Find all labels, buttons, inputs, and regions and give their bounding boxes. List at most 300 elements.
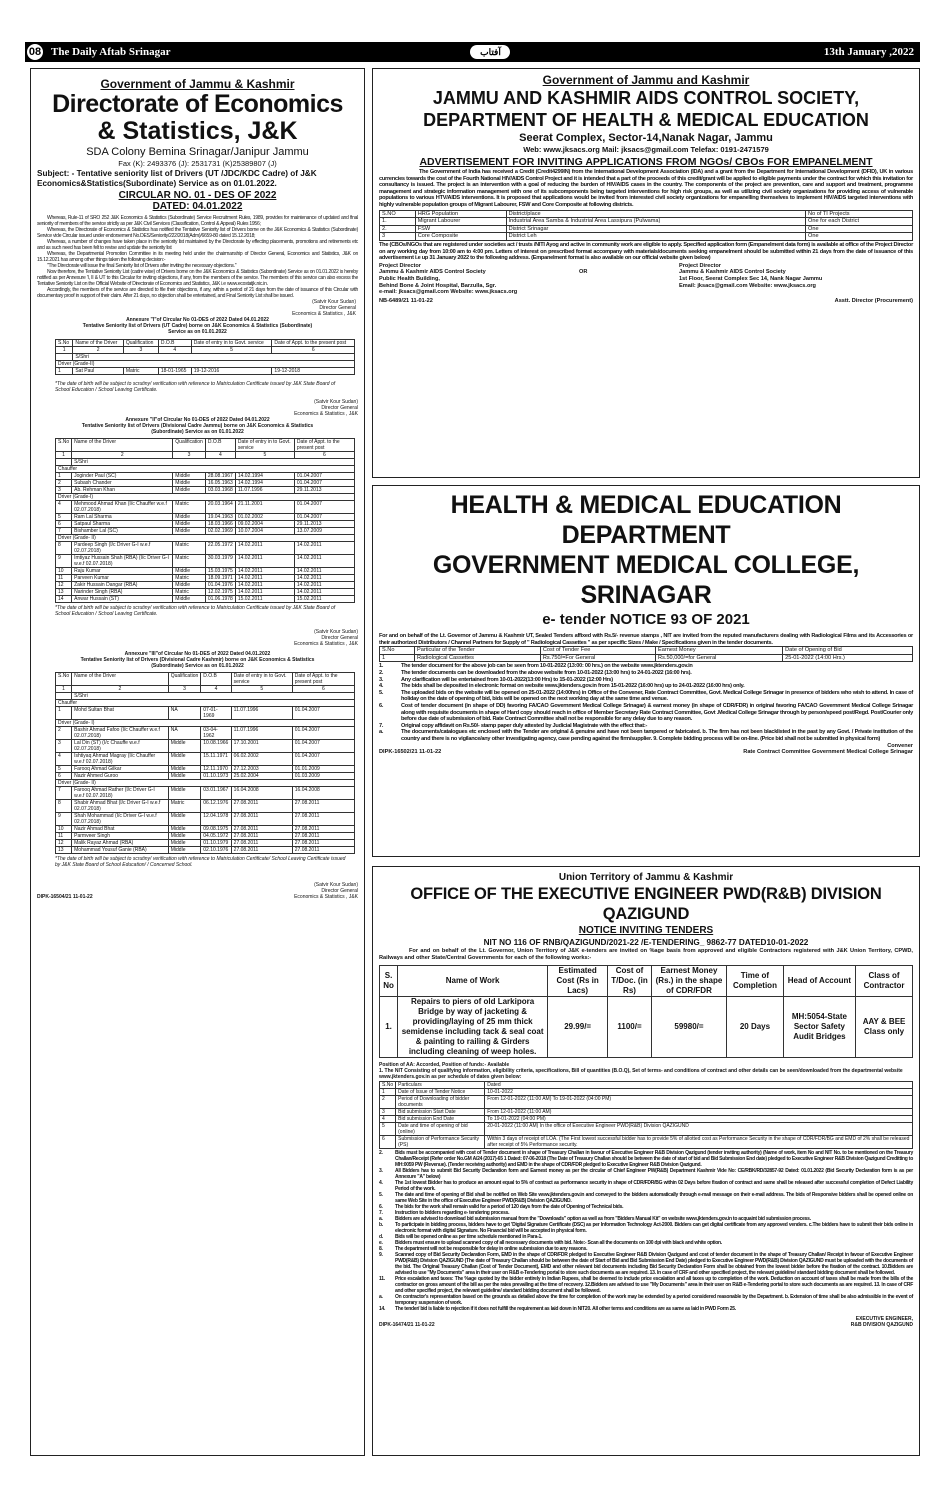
- aids-body2: The (CBOs/NGOs that are registered under societies act / trusts /NITI Ayog and active in community work are eligible to apply. Specified application form (Empanelment data form) is available at office of the Project Director on any working day from 10:00 am to 4:00 pm. Letters of interest on prescribed format accompany with materials/documents seeking empanelment should be submitted within 21 days from the date of issuance of this advertisement i.e up 31 January 2022 to the following address. (Empanelment format is also available on our official website given below): [379, 241, 913, 262]
- ann3-cell: 15.11.1971: [201, 753, 231, 766]
- issue-date: 13th January ,2022: [823, 46, 914, 58]
- ann2-cell: Matric: [173, 589, 206, 596]
- pwd-dates-cell: Bid submission End Date: [396, 1116, 485, 1123]
- gmc-item-text: The tender document for the above job can be seen from 10-01-2022 (13:00: 00 hrs.) on the website www.jktenders.gov.in: [401, 663, 693, 670]
- ann3-cell: 02.10.1976: [201, 847, 231, 854]
- ann2-cell: 09.02.2004: [235, 521, 294, 528]
- des-para-7: Accordingly, the members of the service are directed to file their objections, if any, within a period of 21 days from the date of issuance of this Circular with documentary proof in support of their claim. After 21 days, no objection shall be entertained, and Final Seniority List shall be issued.: [37, 287, 358, 299]
- ann2-cell: 2: [56, 480, 72, 487]
- ann3-cell: 3: [56, 740, 72, 753]
- ann3-cell: 27.08.2011: [292, 840, 354, 847]
- ann3-cell: Ishtiyaq Ahmad Magray (I/c Chauffer w.e.f 02.07.2018): [72, 753, 169, 766]
- pwd-dates-cell: 20-01-2022 (11:00 AM) In the office of Executive Engineer PWD(R&B) Division QAZIGUND: [485, 1123, 913, 1136]
- pwd-header-cell: Time of Completion: [727, 966, 784, 997]
- des-sign4-dept: Economics & Statistics , J&K: [294, 894, 358, 900]
- list-item: [379, 1192, 913, 1204]
- pwd-dates-header-cell: Dated: [485, 1082, 913, 1089]
- ann2-cell: Middle: [173, 582, 206, 589]
- gmc-item-text: The uploaded bids on the website will be opened on 25-01-2022 (14:00hrs) in Office of the Convener, Rate Contract Committee, Govt. Medical College Srinagar in presence of bidders who wish to attend. In case of holiday on the date of opening of bid, bids will be opened on the next working day at the same time and venue.: [401, 689, 913, 703]
- table-row: [380, 1136, 913, 1149]
- gmc-item-num: 1.: [379, 663, 384, 670]
- pwd-item-text: On contractor's representation based on the grounds as detailed above the time for completion of the work may be extended by a period considered reasonable by the Department. b. Extension of time shall be also admissible in the event of temporary suspension of work.: [395, 1294, 913, 1307]
- table-row: [380, 1123, 913, 1136]
- pwd-item-num: 9.: [379, 1252, 383, 1259]
- ann1-header-cell: Name of the Driver: [73, 340, 124, 347]
- ann2-cell: 13.07.2009: [294, 528, 354, 535]
- ann3-cell: Middle: [168, 847, 201, 854]
- ann3-cell: 13: [56, 847, 72, 854]
- pwd-nit-no: NIT NO 116 OF RNB/QAZIGUND/2021-22 /E-TENDERING_ 9862-77 DATED10-01-2022: [483, 938, 809, 947]
- ann3-cell: 03-04-1962: [201, 727, 231, 740]
- ann2-cell: 15.02.2011: [235, 596, 294, 603]
- aids-addr-left-2: Behind Bone & Joint Hospital, Barzulla, Sgr.: [379, 282, 497, 289]
- group-row: [56, 494, 355, 501]
- table-row: [380, 1096, 913, 1109]
- aids-body: The Government of India has received a Credit (Credit4299IN) from the International Development Association (IDA) and a grant from the Department for International Development (DFID), UK in various currencies towards the cost of the Fourth National HIV/AIDS Control Project and it is intended that a part of the proceeds of this credit/grant will be applied to eligible payments under the contract for which this invitation for consultancy is issued. The project is an intervention with a goal of reducing the burden of HIV/AIDS cases in the country. The components of the project are prevention, care and support and treatment, programme management and strategic information management with one of its subcomponents being targeted interventions for high risk groups, as well as utilizing civil society organizations for providing access of vulnerable populations to various HTV/AIDS interventions. It is proposed that applications would be invited from interested civil society organizations for empanelling themselves to implement HIV/AIDS targeted interventions with highly vulnerable population groups of Migrant Labourer, FSW and Core Composite at following districts.: [379, 169, 913, 208]
- ann3-cell: Shah Mohammad (I/c Driver G-I w.e.f 02.07.2018): [72, 813, 169, 826]
- table-row: [56, 575, 355, 582]
- des-fax: Fax (K): 2493376 (J): 2531731 (K)25389807 (J): [118, 159, 277, 168]
- ann3-group-label: Driver (Grade- I): [56, 720, 355, 727]
- ann1-cell: Matric: [123, 368, 158, 375]
- gmc-item-num: 5.: [379, 689, 384, 696]
- gmc-item-num: 3.: [379, 676, 384, 683]
- ann3-header-cell: Qualification: [168, 673, 201, 686]
- ann2-colnum-cell: 4: [205, 452, 235, 459]
- pwd-item-text: Price escalation and taxes: The %age quoted by the bidder entirely in Indian Rupees, shall be deemed to include price escalation and all taxes up to completion of the work. Deduction on account of taxes shall be made from the bills of the contractor on gross amount of the bill as per the rates prevailing at the time of recovery. 12.Bidders are advised to use "My Documents" area in their user on R&B e-Tendering portal to store such documents as are required. 13. In case of CRF and other specified project, the relevant guideline/ standard bidding document shall be followed.: [395, 1276, 913, 1295]
- ann3-colnum-cell: 1: [56, 686, 72, 693]
- aids-advertisement: [372, 68, 920, 478]
- ann2-cell: 21.11.2001: [235, 501, 294, 514]
- ann3-cell: 04.05.1972: [201, 833, 231, 840]
- ann3-cell: 01.04.2007: [292, 707, 354, 720]
- des-para-3: Whereas, a number of changes have taken place in the seniority list maintained by the Directorate by effecting placements, promotions and retirements etc and as such need has been felt to revise and update the seniority list: [37, 239, 358, 251]
- ann3-cell: 4: [56, 753, 72, 766]
- ann3-cell: 27.08.2011: [231, 813, 292, 826]
- gmc-sign: Rate Contract Committee Government Medical College Srinagar: [743, 749, 913, 756]
- gmc-item-num: a.: [379, 729, 384, 736]
- ann2-cell: 20.03.1964: [205, 501, 235, 514]
- list-item: [379, 670, 913, 677]
- table-row: [56, 707, 355, 720]
- ann3-cell: 5: [56, 766, 72, 773]
- gmc-item-text: Any clarification will be entertained from 10-01-2022(13:00 Hrs) to 15-01-2022 (12:00 Hrs): [401, 676, 613, 683]
- gmc-header-cell: S.No: [380, 647, 415, 655]
- table-row: [380, 1089, 913, 1096]
- table-row: [56, 473, 355, 480]
- aids-header-cell: S.NO: [380, 210, 416, 218]
- ann3-cell: 06.02.2002: [231, 753, 292, 766]
- des-para-4: Whereas, the Departmental Promotion Committee in its meeting held under the chairmanship of Director General, Economics and Statistics, J&K on 15.12.2021 has among other things taken the following decision:-: [37, 251, 358, 263]
- des-sign3-title: Director General: [321, 635, 358, 641]
- ann2-cell: Joginder Paul (SC): [72, 473, 173, 480]
- pwd-header-cell: Estimated Cost (Rs in Lacs): [548, 966, 608, 997]
- des-title2: & Statistics, J&K: [97, 117, 298, 145]
- ann2-cell: 13: [56, 589, 72, 596]
- aids-cell: One: [806, 233, 913, 241]
- table-row: [380, 1109, 913, 1116]
- ann3-cell: 12: [56, 840, 72, 847]
- pwd-cell: 1100/=: [608, 997, 652, 1058]
- ann3-title: Annexure "III"of Circular No 01-DES of 2022 Dated 04.01.2022: [124, 651, 271, 657]
- aids-addr-left-0: Jammu & Kashmir AIDS Control Society: [379, 269, 486, 276]
- ann3-cell: 07-01-1969: [201, 707, 231, 720]
- ann3-header-cell: S.No: [56, 673, 72, 686]
- pwd-item-text: The tender/ bid is liable to rejection if it does not fulfill the requirement as laid down in NIT20. All other terms and conditions are as same as laid in PWD Form 25.: [395, 1306, 736, 1313]
- ann3-cell: 01.03.2009: [292, 773, 354, 780]
- pwd-item-num: 5.: [379, 1192, 383, 1199]
- list-item: [379, 683, 913, 690]
- ann3-cell: Farooq Ahmad Gilkar: [72, 766, 169, 773]
- pwd-dates-cell: 6: [380, 1136, 396, 1149]
- ann2-cell: Subash Chander: [72, 480, 173, 487]
- pwd-cell: MH:5054-State Sector Safety Audit Bridges: [783, 997, 855, 1058]
- ann2-cell: Middle: [173, 487, 206, 494]
- ann2-cell: 5: [56, 514, 72, 521]
- pwd-title: OFFICE OF THE EXECUTIVE ENGINEER PWD(R&B) DIVISION QAZIGUND: [410, 885, 882, 923]
- ann3-header-cell: Name of the Driver: [72, 673, 169, 686]
- ann3-cell: 9: [56, 813, 72, 826]
- pwd-header-cell: Head of Account: [783, 966, 855, 997]
- des-para-2: Whereas, the Directorate of Economics & Statistics has notified the Tentative Seniority list of Drivers borne on the J&K Economics & Statistics (Subordinate) Service vide Circular issued under endorsement No.DES/Seniority/222/2018(Adm)/6659-80 dated 15.12.2018;: [37, 227, 358, 239]
- ann2-cell: 14: [56, 596, 72, 603]
- ann3-colnum-cell: 3: [168, 686, 201, 693]
- table-row: [56, 501, 355, 514]
- aids-addr-right-1: 1st Floor, Seerat Complex Sec 14, Nank Nagar Jammu: [679, 275, 823, 282]
- gmc-item-text: The bids shall be deposited in electronic format on website www.jktenders.gov.in from 15-01-2022 (16:00 hrs) up to 24-01-2022 (16:00 hrs) only.: [401, 683, 745, 690]
- aids-cell: District Srinagar: [506, 225, 805, 233]
- ann3-cell: 25.02.2004: [231, 773, 292, 780]
- ann3-note: *The date of birth will be subject to scrutiny/ verification with reference to Matriculation Certificate/ School Leaving Certificate issued by J&K State Board of School Education/ / Concerned School.: [55, 856, 346, 868]
- ann3-cell: 01.10.1973: [201, 773, 231, 780]
- ann2-colnum-cell: 2: [72, 452, 173, 459]
- pwd-dates-cell: 1: [380, 1089, 396, 1096]
- aids-pd-right: Project Director: [679, 262, 721, 269]
- table-row: [56, 826, 355, 833]
- ann2-cell: Bishamber Lal (SC): [72, 528, 173, 535]
- ann3-cell: 16.04.2008: [231, 787, 292, 800]
- ann2-group-label: Driver (Grade-I): [56, 494, 355, 501]
- table-row: [56, 727, 355, 740]
- table-row: [56, 480, 355, 487]
- ann1-colnum-cell: 6: [272, 347, 355, 354]
- ann3-cell: 06.12.1976: [201, 800, 231, 813]
- ann3-cell: 27.08.2011: [231, 840, 292, 847]
- ann2-cell: Middle: [173, 596, 206, 603]
- ann2-cell: Matric: [173, 575, 206, 582]
- pwd-item-num: 7.: [379, 1210, 383, 1217]
- ann1-header-cell: Date of Appt. to the present post: [272, 340, 355, 347]
- ann3-table: [55, 672, 355, 854]
- ann2-header-cell: Date of Appt. to the present post: [294, 439, 354, 452]
- ann3-cell: 01.04.2007: [292, 727, 354, 740]
- ann2-cell: Middle: [173, 480, 206, 487]
- ann2-cell: 14.02.2011: [294, 555, 354, 568]
- list-item: [379, 1168, 913, 1180]
- gmc-header-cell: Cost of Tender Fee: [540, 647, 655, 655]
- ann2-cell: 01.04.1976: [205, 582, 235, 589]
- pwd-dates-cell: 4: [380, 1116, 396, 1123]
- des-advertisement: [30, 68, 365, 1456]
- ann2-cell: Middle: [173, 568, 206, 575]
- ann3-cell: NA: [168, 707, 201, 720]
- pwd-dates-table: [379, 1081, 913, 1149]
- pwd-header-cell: Cost of T/Doc. (in Rs): [608, 966, 652, 997]
- ann2-header-cell: S.No: [56, 439, 72, 452]
- des-circular-no: CIRCULAR NO. 01 - DES OF 2022: [118, 190, 277, 201]
- ann2-group-label: Chauffer: [56, 466, 355, 473]
- newspaper-name: The Daily Aftab Srinagar: [51, 46, 171, 58]
- aids-or: OR: [579, 268, 588, 275]
- ann2-cell: 14.02.2011: [294, 575, 354, 582]
- aids-addr-left-3: e-mail: jksacs@gmail.com Website: www.jksacs.org: [379, 289, 518, 296]
- pwd-nit-1: 1. The NIT Consisting of qualifying information, eligibility criteria, specifications, Bill of quantities (B.O.Q), Set of terms- and conditions of contract and other details can be seen/downloaded from the departmental website www.jktenders.gov.in as per schedule of dates given below:: [379, 1068, 903, 1081]
- pwd-cell: Repairs to piers of old Larkipora Bridge by way of jacketing & providing/laying of 25 mm thick semidense including tack & seal coat & painting to railing & Girders including cleaning of weep holes.: [398, 997, 548, 1058]
- pwd-dates-cell: 2: [380, 1096, 396, 1109]
- table-row: [56, 487, 355, 494]
- ann2-header-cell: D.O.B: [205, 439, 235, 452]
- table-row: [56, 847, 355, 854]
- list-item: [379, 690, 913, 703]
- gmc-advertisement: [372, 485, 920, 857]
- pwd-header-cell: S. No: [380, 966, 398, 997]
- gmc-item-num: 4.: [379, 683, 384, 690]
- ann3-cell: 11.07.1996: [231, 727, 292, 740]
- aids-pd-left: Project Director: [379, 262, 421, 269]
- aids-cell: 2.: [380, 225, 416, 233]
- pwd-dates-cell: Period of Downloading of bidder documents: [396, 1096, 485, 1109]
- ann1-header-cell: S.No: [56, 340, 73, 347]
- gmc-item-text: Cost of tender document (in shape of DD) favoring FA/CAO Government Medical College Srinagar) & earnest money (in shape of CDR/FDR) in original favoring FA/CAO Government Medical College Srinagar along with requisite documents in shape of Hard copy should reach in office of Member Secretary Rate Contract Committee, Govt .Medical College Srinagar through by person/speed post/Regd. Post/Courier only before due date of submission of bid. Rate Contract Committee shall not be responsible for any delay due to any reason.: [401, 702, 913, 723]
- ann2-cell: Zakir Hussain Dangar (RBA): [72, 582, 173, 589]
- ann3-cell: 01.10.1979: [201, 840, 231, 847]
- ann3-shri: S/Shri: [72, 693, 355, 700]
- ann2-table: [55, 438, 355, 603]
- ann2-cell: Parveen Kumar: [72, 575, 173, 582]
- gmc-header-cell: Particular of the Tender: [414, 647, 540, 655]
- list-item: [379, 677, 913, 684]
- list-item: [379, 729, 913, 742]
- aids-address: Seerat Complex, Sector-14,Nanak Nagar, Jammu: [519, 132, 773, 144]
- aids-cell: FSW: [415, 225, 506, 233]
- ann2-cell: 6: [56, 521, 72, 528]
- pwd-nit: NOTICE INVITING TENDERS: [578, 925, 714, 936]
- des-sign3-dept: Economics & Statistics , J&K: [294, 641, 358, 647]
- pwd-item-num: 14.: [379, 1306, 386, 1313]
- ann1-table: [55, 339, 355, 375]
- list-item: [379, 1252, 913, 1276]
- des-sign2-name: (Satvir Kour Sudan): [314, 399, 358, 405]
- ann3-cell: Nazir Ahmed Guroo: [72, 773, 169, 780]
- ann1-title: Annexure "I"of Circular No 01-DES of 2022 Dated 04.01.2022: [126, 317, 269, 323]
- table-row: [380, 1116, 913, 1123]
- ann2-cell: 01.06.1978: [205, 596, 235, 603]
- pwd-dates-cell: From 12-01-2022 (11:00 AM) To 19-01-2022 (04:00 PM): [485, 1096, 913, 1109]
- pwd-item-text: Bidders must ensure to upload scanned copy of all necessary documents with bid. Note:- Scan all the documents on 100 dpi with black and white option.: [395, 1240, 722, 1247]
- ann1-colnum-cell: 3: [123, 347, 158, 354]
- ann3-colnum-cell: 6: [292, 686, 354, 693]
- ann2-cell: 01.04.2007: [294, 480, 354, 487]
- ann3-header-cell: Date of Appt. to the present post: [292, 673, 354, 686]
- table-row: [56, 787, 355, 800]
- ann3-cell: 12.04.1978: [201, 813, 231, 826]
- ann3-cell: Middle: [168, 840, 201, 847]
- gmc-notice: e- tender NOTICE 93 OF 2021: [542, 611, 750, 628]
- pwd-header-cell: Class of Contractor: [856, 966, 913, 997]
- pwd-item-num: 6.: [379, 1204, 383, 1211]
- ann3-cell: Middle: [168, 813, 201, 826]
- ann2-cell: Middle: [173, 521, 206, 528]
- pwd-dates-header-cell: S.No: [380, 1082, 396, 1089]
- group-row: [56, 720, 355, 727]
- ann2-cell: 02.02.1969: [205, 528, 235, 535]
- group-row: [56, 466, 355, 473]
- pwd-dates-cell: 5: [380, 1123, 396, 1136]
- ann2-cell: Middle: [173, 473, 206, 480]
- gmc-dipk: DIPK-16502/21 11-01-22: [379, 749, 442, 756]
- list-item: [379, 1180, 913, 1192]
- ann2-cell: 29.11.2013: [294, 487, 354, 494]
- table-row: [56, 596, 355, 603]
- pwd-item-text: Scanned copy of Bid Security Declaration Form, EMD in the shape of CDR/FDR pledged to Executive Engineer R&B Division Qazigund and cost of tender document in the shape of Treasury Challan/ Receipt in favour of Executive Engineer PWD(R&B) Division QAZIGUND (The date of Treasury Challan should be between the date of Start of Bid and Bid Submission End Date) pledged to Executive Engineer PWD(R&B) Division QAZIGUND must be uploaded with the documents of the bid. The Original Treasury Challan (Cost of Tender Document), EMD and other relevant bid documents including Bid Security Declaration Form shall be obtained from the lowest bidder before the fixation of the contract. 10.Bidders are advised to use "My Documents" area in their user on R&B e-Tendering portal to store such documents as are required. 13. In case of CRF and other specified project, the relevant guideline/ standard bidding document shall be followed.: [395, 1252, 913, 1277]
- ann3-cell: 1: [56, 707, 72, 720]
- page-number: 08: [25, 42, 45, 62]
- des-sign4-name: (Satvir Kour Sudan): [314, 882, 358, 888]
- ann2-cell: 14.02.2011: [235, 582, 294, 589]
- des-address: SDA Colony Bemina Srinagar/Janipur Jammu: [86, 146, 309, 158]
- ann2-cell: Pardeep Singh (I/c Driver G-I w.e.f 02.07.2018): [72, 542, 173, 555]
- ann3-cell: 2: [56, 727, 72, 740]
- pwd-item-num: 8.: [379, 1246, 383, 1253]
- des-dipk: DIPK-16504/21 11-01-22: [37, 894, 93, 900]
- pwd-dates-cell: Bid submission Start Date: [396, 1109, 485, 1116]
- ann2-subtitle: Tentative Seniority list of Drivers (Divisional Cadre Jammu) borne on J&K Economics & Statistics (Subordinate) Service as on 01.01.2022: [81, 423, 314, 435]
- aids-addr-right-2: Email: jksacs@gmail.com Website: www.jksacs.org: [679, 282, 816, 289]
- ann3-header-cell: Date of entry in to Govt. service: [231, 673, 292, 686]
- ann3-cell: Bashir Ahmad Fafoo (I/c Chauffer w.e.f 02.07.2018): [72, 727, 169, 740]
- aids-cell: Migrant Labourer: [415, 218, 506, 226]
- pwd-item-text: All Bidders has to submit Bid Security Declaration form and Earnest money as per the circular of Chief Engineer PW(R&B) Department Kashmir Vide No: CE/RBK/RD/32857-92 Dated: 01.01.2022 (Bid Security Declaration form is as per Annexure "A" below): [395, 1168, 913, 1181]
- ann3-colnum-cell: 4: [201, 686, 231, 693]
- pwd-item-text: Bids will be opened online as per time schedule mentioned in Para-1.: [395, 1234, 543, 1241]
- ann2-cell: 10.07.2004: [235, 528, 294, 535]
- list-item: [379, 723, 913, 730]
- table-row: [56, 833, 355, 840]
- ann3-cell: Lal Din (ST) (I/c Chauffe w.e.f 02.07.2018): [72, 740, 169, 753]
- pwd-advertisement: [372, 866, 920, 1456]
- aids-header-cell: No of TI Projects: [806, 210, 913, 218]
- aids-title2: DEPARTMENT OF HEALTH & MEDICAL EDUCATION: [423, 110, 869, 130]
- ann2-colnum-cell: 5: [235, 452, 294, 459]
- ann2-colnum-cell: 6: [294, 452, 354, 459]
- list-item: [379, 1294, 913, 1306]
- ann3-group-label: Chauffer: [56, 700, 355, 707]
- ann3-cell: Matric: [168, 800, 201, 813]
- pwd-dates-cell: Within 3 days of receipt of LOA. (The First lowest successful bidder has to provide 5% of allotted cost as Performance Security in the shape of CDR/FDR/BG and EMD of 2% shall be released after receipt of 5% Performance security.: [485, 1136, 913, 1149]
- ann3-cell: Middle: [168, 740, 201, 753]
- aids-table: [379, 210, 913, 241]
- pwd-cell: 1.: [380, 997, 398, 1058]
- pwd-position: Position of AA: Accorded, Position of funds:- Available: [379, 1062, 510, 1069]
- ann3-colnum-cell: 2: [72, 686, 169, 693]
- ann2-group-label: Driver (Grade- II): [56, 535, 355, 542]
- ann2-cell: 14.02.2011: [294, 589, 354, 596]
- ann3-cell: NA: [168, 727, 201, 740]
- table-row: [380, 233, 913, 241]
- pwd-ut: Union Territory of Jammu & Kashmir: [558, 872, 734, 883]
- ann3-cell: Middle: [168, 753, 201, 766]
- pwd-header-cell: Name of Work: [398, 966, 548, 997]
- ann3-cell: Middle: [168, 787, 201, 800]
- ann3-cell: 27.08.2011: [292, 826, 354, 833]
- ann2-cell: Imtiyaz Hussain Shah (RBA) (I/c Driver G-I w.e.f 02.07.2018): [72, 555, 173, 568]
- ann2-title: Annexure "II"of Circular No 01-DES of 2022 Dated 04.01.2022: [125, 417, 270, 423]
- ann1-subtitle: Tentative Seniority list of Drivers (UT Cadre) borne on J&K Economics & Statistics (Subordinate) Service as on 01.01.2022: [82, 323, 313, 335]
- table-row: [56, 800, 355, 813]
- ann2-cell: 22.05.1972: [205, 542, 235, 555]
- ann2-cell: Middle: [173, 528, 206, 535]
- ann3-cell: 27.12.2003: [231, 766, 292, 773]
- ann3-subtitle: Tentative Seniority list of Drivers (Divisional Cadre Kashmir) borne on J&K Economics & Statistics (Subordinate) Service as on 01.01.2022: [80, 657, 315, 669]
- ann2-cell: 15.03.1975: [205, 568, 235, 575]
- pwd-cell: 20 Days: [727, 997, 784, 1058]
- gmc-convener: Convener: [887, 742, 913, 749]
- ann2-cell: Narinder Singh (RBA): [72, 589, 173, 596]
- ann3-group-label: Driver (Grade- II): [56, 780, 355, 787]
- ann3-cell: 8: [56, 800, 72, 813]
- ann3-cell: Farooq Ahmad Rather (I/c Driver G-I w.e.f 02.07.2018): [72, 787, 169, 800]
- pwd-item-num: d.: [379, 1234, 383, 1241]
- ann1-colnum-cell: 5: [191, 347, 272, 354]
- ann3-cell: 27.08.2011: [292, 833, 354, 840]
- gmc-cell: Rs.50,000/=for General: [656, 654, 783, 662]
- pwd-item-text: To participate in bidding process, bidders have to get 'Digital Signature Certificate (DSC) as per Information Technology Act-2000. Bidders can get digital certificate from any approved venders. c.The bidders have to submit their bids online in electronic format with digital Signature. No Financial bid will be accepted in physical form.: [395, 1222, 913, 1235]
- pwd-intro: For and on behalf of the Lt. Governor, Union Territory of J&K e-tenders are invited on %age basis from approved and eligible Contractors registered with J&K Union Territory, CPWD, Railways and other State/Central Governments for each of the following works:-: [379, 948, 913, 961]
- ann2-cell: 14.02.2011: [294, 582, 354, 589]
- pwd-sign2: R&B DIVISION QAZIGUND: [850, 1322, 913, 1329]
- gmc-intro: For and on behalf of the Lt. Governor of Jammu & Kashmir UT, Sealed Tenders affixed with Rs.5/- revenue stamps , NIT are invited from the reputed manufacturers dealing with Radiological Films and its Accessories or their authorized Distributors / Channel Partners for Supply of " Radiological Cassettes " as per specific Sizes / Make / Specifications given in the tender documents.: [379, 633, 913, 646]
- table-row: [56, 555, 355, 568]
- ann2-cell: Raju Kumar: [72, 568, 173, 575]
- ann2-cell: Mehmood Ahmad Khan (I/c Chauffer w.e.f 02.07.2018): [72, 501, 173, 514]
- ann2-header-cell: Date of entry in to Govt. service: [235, 439, 294, 452]
- ann3-cell: 27.08.2011: [231, 800, 292, 813]
- ann2-cell: 30.03.1979: [205, 555, 235, 568]
- aids-adv-title: ADVERTISEMENT FOR INVITING APPLICATIONS FROM NGOs/ CBOs FOR EMPANELMENT: [419, 156, 873, 168]
- des-para-1: Whereas, Rule-11 of SRO 252 J&K Economics & Statistics (Subordinate) Service Recruitment Rules, 1989, provides for maintenance of updated and final seniority of members of the service strictly as per J&K Civil Services (Classification, Control & Appeal) Rules 1956;: [37, 215, 358, 227]
- ann1-colnum-cell: 4: [158, 347, 191, 354]
- aids-cell: Industrial Area Samba & Industrial Area Lassipura (Pulwama): [506, 218, 805, 226]
- ann3-cell: 09.08.1975: [201, 826, 231, 833]
- des-title1: Directorate of Economics: [52, 90, 343, 118]
- ann2-cell: 10: [56, 568, 72, 575]
- ann2-cell: 7: [56, 528, 72, 535]
- ann1-cell: 1: [56, 368, 73, 375]
- group-row: [56, 780, 355, 787]
- gmc-item-text: The tender documents can be downloaded from the above website from 10-01-2022 (13:00 hrs) to 24-01-2022 (16:00 hrs).: [401, 669, 692, 676]
- ann3-cell: 11: [56, 833, 72, 840]
- pwd-cell: 29.99/=: [548, 997, 608, 1058]
- ann3-cell: 03.01.1967: [201, 787, 231, 800]
- gmc-item-text: Original copy affidavit on Rs.50/- stamp paper duly attested by Judicial Magistrate with the effect that:-: [401, 722, 648, 729]
- pwd-item-num: 3.: [379, 1168, 383, 1175]
- ann3-colnum-cell: 5: [231, 686, 292, 693]
- aids-addr-right-0: Jammu & Kashmir AIDS Control Society: [679, 269, 786, 276]
- ann2-cell: 8: [56, 542, 72, 555]
- list-item: [379, 663, 913, 670]
- pwd-item-text: Bids must be accompanied with cost of Tender document in shape of Treasury Challan in favour of Executive Engineer R&B Division Qazigund (tender inviting authority) (Name of work, item No and NIT No. to be mentioned on the Treasury Challan/Receipt (Refer order No.GM A/24 (2017)-65 1 Dated: 07-06-2018 (The Date of Treasury Challan should be between the date of start of bid and Bid Submission End date) pledged to Executive Engineer R&B Division Qazigund Creditting to MH:0059 PW (Revenue). (Tender receiving authority) and EMD in the shape of CDR/FDR pledged to Executive Engineer R&B Division Qazigund.: [395, 1150, 913, 1169]
- ann1-note: *The date of birth will be subject to scrutiny/ verification with reference to Matriculation Certificate issued by J&K State Board of School Education / School Leaving Certificate.: [55, 381, 336, 393]
